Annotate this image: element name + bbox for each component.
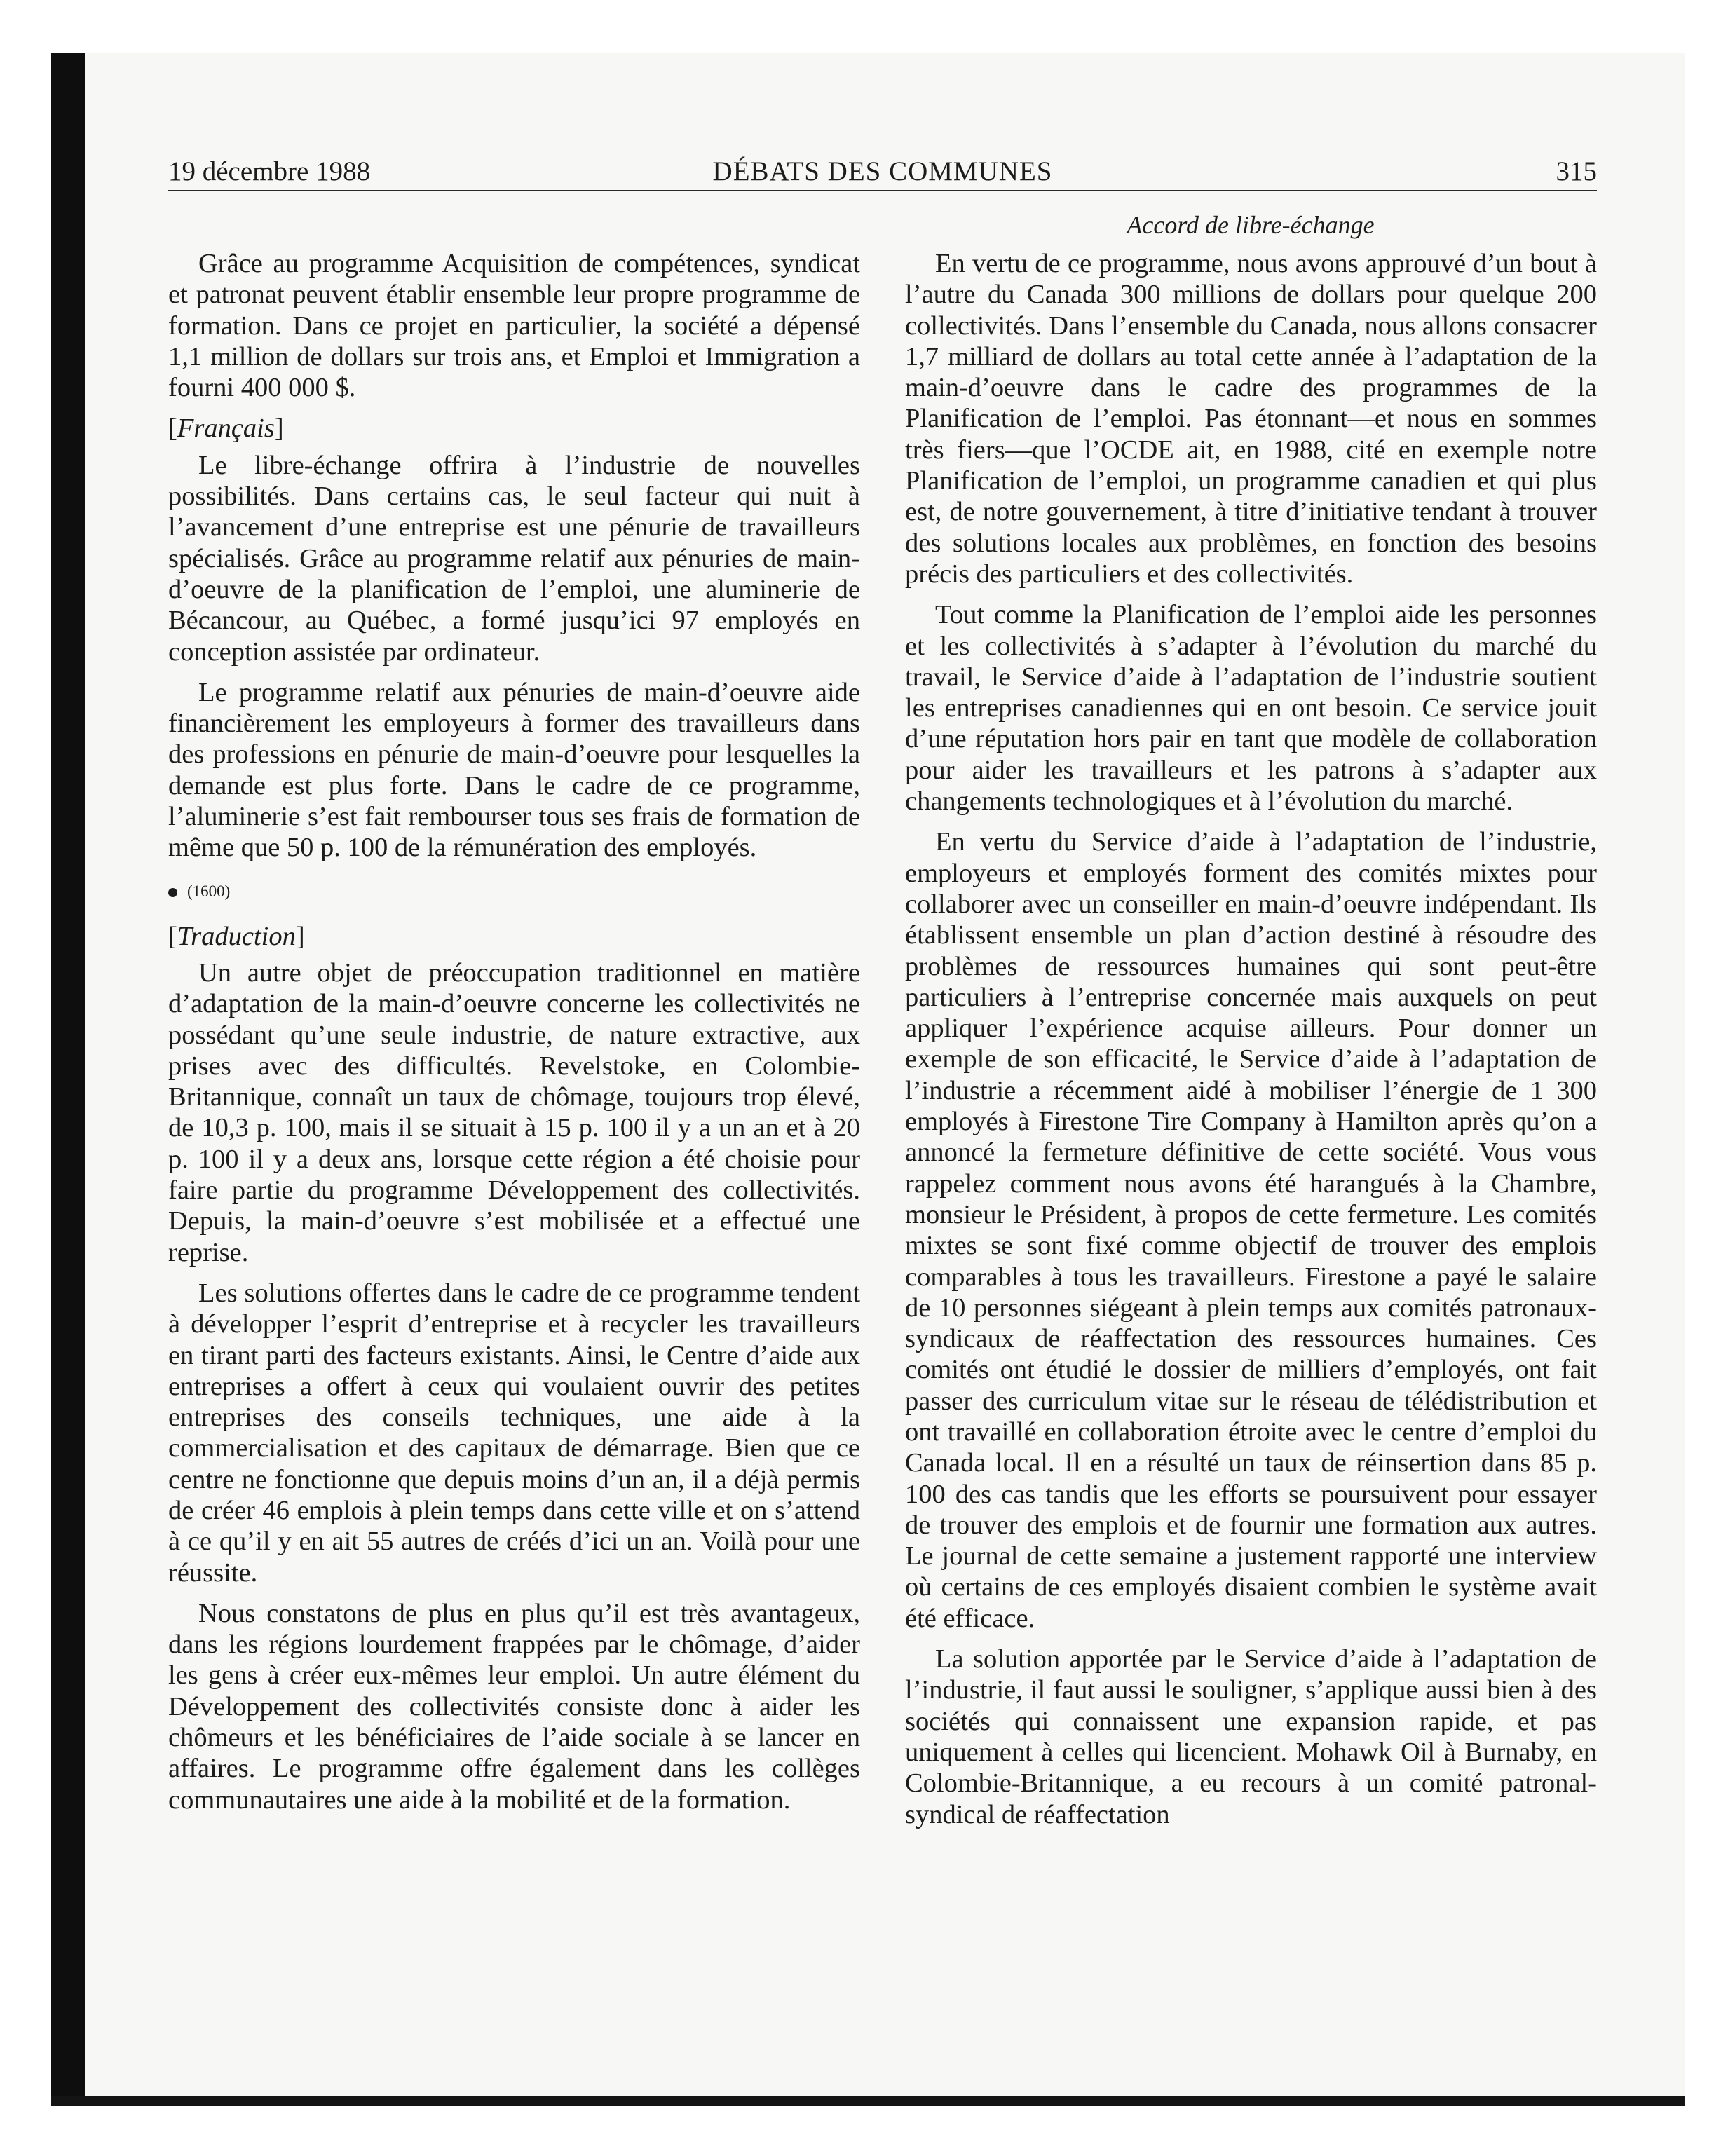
- scan-binding-edge: [51, 53, 85, 2106]
- time-marker: [168, 876, 860, 907]
- left-column: [168, 248, 860, 1825]
- paragraph: Le libre-échange offrira à l’industrie de nouvelles possibilités. Dans certains cas, le seul facteur qui nuit à l’avancement d’une entreprise est une pénurie de travailleurs spécialisés. Grâce au programme relatif aux pénuries de main-d’oeuvre de la planification de l’emploi, une aluminerie de Bécancour, au Québec, a formé jusqu’ici 97 employés en conception assistée par ordinateur.: [168, 450, 860, 667]
- paragraph: Grâce au programme Acquisition de compétences, syndicat et patronat peuvent établir ensemble leur propre programme de formation. Dans ce projet en particulier, la société a dépensé 1,1 million de dollars sur trois ans, et Emploi et Immigration a fourni 400 000 $.: [168, 249, 860, 403]
- language-label: Traduction: [177, 921, 296, 951]
- right-column: [905, 248, 1597, 1840]
- scan-margin-top: [0, 0, 1735, 53]
- page-number: 315: [1556, 156, 1597, 186]
- bullet-icon: [168, 888, 177, 897]
- time-marker-text: (1600): [187, 882, 231, 900]
- paragraph: En vertu de ce programme, nous avons approuvé d’un bout à l’autre du Canada 300 millions de dollars pour quelque 200 collectivités. Dans l’ensemble du Canada, nous allons consacrer 1,7 milliard de dollars au total cette année à l’adaptation de la main-d’oeuvre dans le cadre des programmes de la Planification de l’emploi. Pas étonnant—et nous en sommes très fiers—que l’OCDE ait, en 1988, cité en exemple notre Planification de l’emploi, un programme canadien et qui plus est, de notre gouvernement, à titre d’initiative tendant à trouver des solutions locales aux problèmes, en fonction des besoins précis des particuliers et des collectivités.: [905, 249, 1597, 589]
- header-title: DÉBATS DES COMMUNES: [712, 156, 1053, 186]
- paragraph: Nous constatons de plus en plus qu’il est très avantageux, dans les régions lourdement frappées par le chômage, d’aider les gens à créer eux-mêmes leur emploi. Un autre élément du Développement des collectivités consiste donc à aider les chômeurs et les bénéficiaires de l’aide sociale à se lancer en affaires. Le programme offre également dans les collèges communautaires une aide à la mobilité et de la formation.: [168, 1598, 860, 1815]
- paragraph: Un autre objet de préoccupation traditionnel en matière d’adaptation de la main-d’oeuvre concerne les collectivités ne possédant qu’une seule industrie, de nature extractive, aux prises avec des difficultés. Revelstoke, en Colombie-Britannique, connaît un taux de chômage, toujours trop élevé, de 10,3 p. 100, mais il se situait à 15 p. 100 il y a un an et à 20 p. 100 il y a deux ans, lorsque cette région a été choisie pour faire partie du programme Développement des collectivités. Depuis, la main-d’oeuvre s’est mobilisée et a effectué une reprise.: [168, 957, 860, 1267]
- language-label: Français: [177, 414, 275, 444]
- paragraph: Le programme relatif aux pénuries de main-d’oeuvre aide financièrement les employeurs à former des travailleurs dans des professions en pénurie de main-d’oeuvre pour lesquelles la demande est plus forte. Dans le cadre de ce programme, l’aluminerie s’est fait rembourser tous ses frais de formation de même que 50 p. 100 de la rémunération des employés.: [168, 677, 860, 863]
- paragraph: La solution apportée par le Service d’aide à l’adaptation de l’industrie, il faut aussi le souligner, s’applique aussi bien à des sociétés qui connaissent une expansion rapide, et pas uniquement à celles qui licencient. Mohawk Oil à Burnaby, en Colombie-Britannique, a eu recours à un comité patronal-syndical de réaffectation: [905, 1644, 1597, 1829]
- paragraph: En vertu du Service d’aide à l’adaptation de l’industrie, employeurs et employés forment des comités mixtes pour collaborer avec un conseiller en main-d’oeuvre indépendant. Ils établissent ensemble un plan d’action destiné à résoudre des problèmes de ressources humaines qui sont peut-être particuliers à l’entreprise concernée mais auxquels on peut appliquer l’expérience acquise ailleurs. Pour donner un exemple de son efficacité, le Service d’aide à l’adaptation de l’industrie a récemment aidé à mobiliser l’énergie de 1 300 employés à Firestone Tire Company à Hamilton après qu’on a annoncé la fermeture définitive de cette société. Vous vous rappelez comment nous avons été harangués à la Chambre, monsieur le Président, à propos de cette fermeture. Les comités mixtes se sont fixé comme objectif de trouver des emplois comparables à tous les travailleurs. Firestone a payé le salaire de 10 personnes siégeant à plein temps aux comités patronaux-syndicaux de réaffectation des ressources humaines. Ces comités ont étudié le dossier de milliers d’employés, ont fait passer des curriculum vitae sur le réseau de télédistribution et ont travaillé en collaboration étroite avec le centre d’emploi du Canada local. Il en a résulté un taux de réinsertion dans 85 p. 100 des cas tandis que les efforts se poursuivent pour essayer de trouver des emplois et de fournir une formation aux autres. Le journal de cette semaine a justement rapporté une interview où certains de ces employés disaient combien le système avait été efficace.: [905, 827, 1597, 1633]
- header-date: 19 décembre 1988: [168, 156, 371, 186]
- paragraph: Les solutions offertes dans le cadre de ce programme tendent à développer l’esprit d’entreprise et à recycler les travailleurs en tirant parti des facteurs existants. Ainsi, le Centre d’aide aux entreprises a offert à ceux qui voulaient ouvrir des petites entreprises des conseils techniques, une aide à la commercialisation et des capitaux de démarrage. Bien que ce centre ne fonctionne que depuis moins d’un an, il a déjà permis de créer 46 emplois à plein temps dans cette ville et on s’attend à ce qu’il y en ait 55 autres de créés d’ici un an. Voilà pour une réussite.: [168, 1278, 860, 1588]
- header-rule: [168, 190, 1597, 191]
- section-title: Accord de libre-échange: [1127, 211, 1375, 239]
- scan-bottom-edge: [51, 2096, 1685, 2106]
- paragraph: Tout comme la Planification de l’emploi aide les personnes et les collectivités à s’adapter à l’évolution du marché du travail, le Service d’aide à l’adaptation de l’industrie soutient les entreprises canadiennes qui en ont besoin. Ce service jouit d’une réputation hors pair en tant que modèle de collaboration pour aider les travailleurs et les patrons à s’adapter aux changements technologiques et à l’évolution du marché.: [905, 600, 1597, 817]
- running-head: [168, 156, 1597, 192]
- language-heading: [Traduction]: [168, 921, 305, 951]
- language-heading: [Français]: [168, 414, 284, 444]
